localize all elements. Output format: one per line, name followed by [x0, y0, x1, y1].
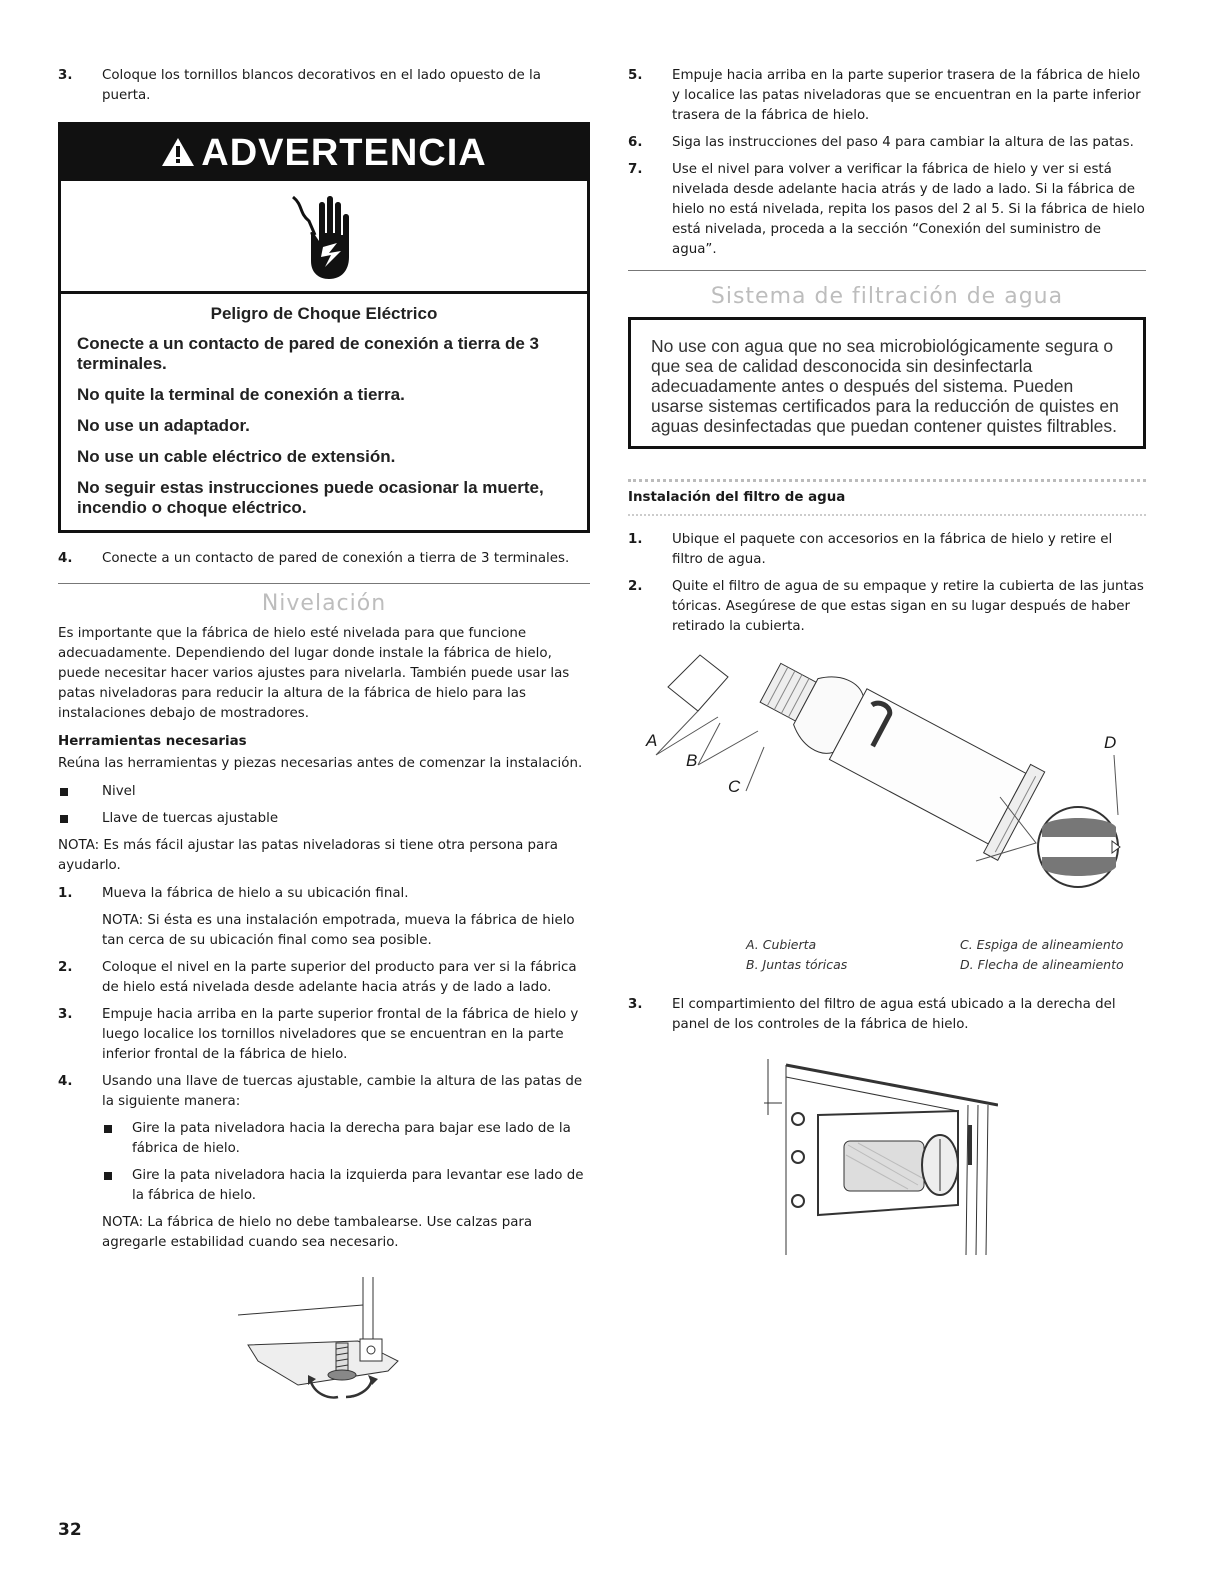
level-step-4: 4. Usando una llave de tuercas ajustable, cambie la altura de las patas de la siguiente manera: — [58, 1074, 583, 1109]
warning-title: ADVERTENCIA — [201, 132, 487, 174]
level-step-2: 2. Coloque el nivel en la parte superior del producto para ver si la fábrica de hielo está nivelada desde adelante hacia atrás y de lado a lado. — [58, 960, 577, 995]
level-step-3: 3. Empuje hacia arriba en la parte superior frontal de la fábrica de hielo y luego localice los tornillos niveladores que se encuentran en la parte inferior frontal de la fábrica de hielo. — [58, 1007, 579, 1062]
diagram-label-b: B — [686, 751, 698, 770]
tools-intro: Reúna las herramientas y piezas necesarias antes de comenzar la instalación. — [58, 756, 583, 771]
diagram-captions — [746, 935, 1146, 975]
nota-step-1: NOTA: Si ésta es una instalación empotrada, mueva la fábrica de hielo tan cerca de su ubicación final como sea posible. — [102, 913, 575, 948]
level-step-7: 7. Use el nivel para volver a verificar la fábrica de hielo y ver si está nivelada desde adelante hacia atrás y de lado a lado. Si la fábrica de hielo no está nivelada, repita los pasos del 2 al 5. Si la fábrica de hielo está nivelada, proceda a la sección “Conexión del suministro de agua”. — [628, 162, 1145, 257]
water-filter-diagram — [628, 647, 1146, 927]
diagram-label-d: D — [1104, 733, 1117, 752]
filter-step-3: 3. El compartimiento del filtro de agua está ubicado a la derecha del panel de los controles de la fábrica de hielo. — [628, 997, 1116, 1032]
electric-shock-hand-icon — [289, 191, 359, 281]
filter-step-1: 1. Ubique el paquete con accesorios en la fábrica de hielo y retire el filtro de agua. — [628, 532, 1113, 567]
filtration-safety-box: No use con agua que no sea microbiológicamente segura o que sea de calidad desconocida sin desinfectarla adecuadamente antes o después del sistema. Pueden usarse sistemas certificados para la reducción de quistes en aguas desinfectadas que puedan contener quistes filtrables. — [628, 317, 1146, 449]
list-item: Gire la pata niveladora hacia la izquierda para levantar ese lado de la fábrica de hielo. — [102, 1166, 590, 1206]
warning-box — [58, 122, 590, 533]
nota-step-4: NOTA: La fábrica de hielo no debe tambalearse. Use calzas para agregarle estabilidad cuando sea necesario. — [102, 1215, 533, 1250]
level-step-6: 6. Siga las instrucciones del paso 4 para cambiar la altura de las patas. — [628, 135, 1134, 150]
section-divider — [58, 583, 590, 584]
nota-helper: NOTA: Es más fácil ajustar las patas niveladoras si tiene otra persona para ayudarlo. — [58, 838, 558, 873]
water-filter-icon — [628, 647, 1146, 927]
warning-subtitle: Peligro de Choque Eléctrico — [210, 304, 438, 323]
list-item: Llave de tuercas ajustable — [58, 809, 590, 829]
level-step-5: 5. Empuje hacia arriba en la parte superior trasera de la fábrica de hielo y localice las patas niveladoras que se encuentran en la parte inferior trasera de la fábrica de hielo. — [628, 68, 1141, 123]
section-divider — [628, 270, 1146, 271]
warning-line: No quite la terminal de conexión a tierra. — [77, 385, 405, 404]
leveling-leg-illustration — [238, 1275, 438, 1425]
nivelacion-intro: Es importante que la fábrica de hielo esté nivelada para que funcione adecuadamente. Dependiendo del lugar donde instale la fábrica de hielo, puede necesitar hacer varios ajustes para nivelarla. También puede usar las patas niveladoras para reducir la altura de la fábrica de hielo para las instalaciones debajo de mostradores. — [58, 626, 570, 721]
tools-heading: Herramientas necesarias — [58, 734, 247, 749]
level-step-1: 1. Mueva la fábrica de hielo a su ubicación final. — [58, 886, 409, 901]
caption-a: A. Cubierta — [746, 937, 817, 952]
caption-b: B. Juntas tóricas — [746, 957, 848, 972]
section-title-nivelacion: Nivelación — [261, 591, 387, 616]
caption-d: D. Flecha de alineamiento — [960, 957, 1124, 972]
filter-step-2: 2. Quite el filtro de agua de su empaque y retire la cubierta de las juntas tóricas. Asegúrese de que estas sigan en su lugar después de haber retirado la cubierta. — [628, 579, 1144, 634]
warning-header — [61, 125, 587, 181]
warning-line: No use un adaptador. — [77, 416, 250, 435]
diagram-label-a: A — [646, 731, 658, 750]
filter-compartment-illustration — [758, 1055, 998, 1255]
bullet-icon — [60, 788, 68, 796]
diagram-label-c: C — [728, 777, 741, 796]
bullet-icon — [104, 1125, 112, 1133]
bullet-icon — [60, 815, 68, 823]
page-number: 32 — [58, 1520, 82, 1540]
warning-line: Conecte a un contacto de pared de conexión a tierra de 3 terminales. — [77, 334, 539, 373]
step-3-decorative-screws: 3. Coloque los tornillos blancos decorativos en el lado opuesto de la puerta. — [58, 68, 541, 103]
leveling-leg-icon — [238, 1275, 438, 1425]
section-title-filtracion: Sistema de filtración de agua — [710, 284, 1064, 309]
warning-triangle-icon — [161, 127, 195, 183]
filter-compartment-icon — [758, 1055, 998, 1255]
step-4-connect: 4. Conecte a un contacto de pared de conexión a tierra de 3 terminales. — [58, 551, 570, 566]
bullet-icon — [104, 1172, 112, 1180]
right-column — [628, 66, 1146, 1255]
list-item: Gire la pata niveladora hacia la derecha para bajar ese lado de la fábrica de hielo. — [102, 1119, 590, 1159]
list-item: Nivel — [58, 782, 590, 802]
left-column — [58, 66, 590, 1425]
warning-line: No use un cable eléctrico de extensión. — [77, 447, 396, 466]
warning-line: No seguir estas instrucciones puede ocasionar la muerte, incendio o choque eléctrico. — [77, 478, 544, 517]
caption-c: C. Espiga de alineamiento — [960, 937, 1124, 952]
install-filter-heading: Instalación del filtro de agua — [628, 479, 1146, 516]
